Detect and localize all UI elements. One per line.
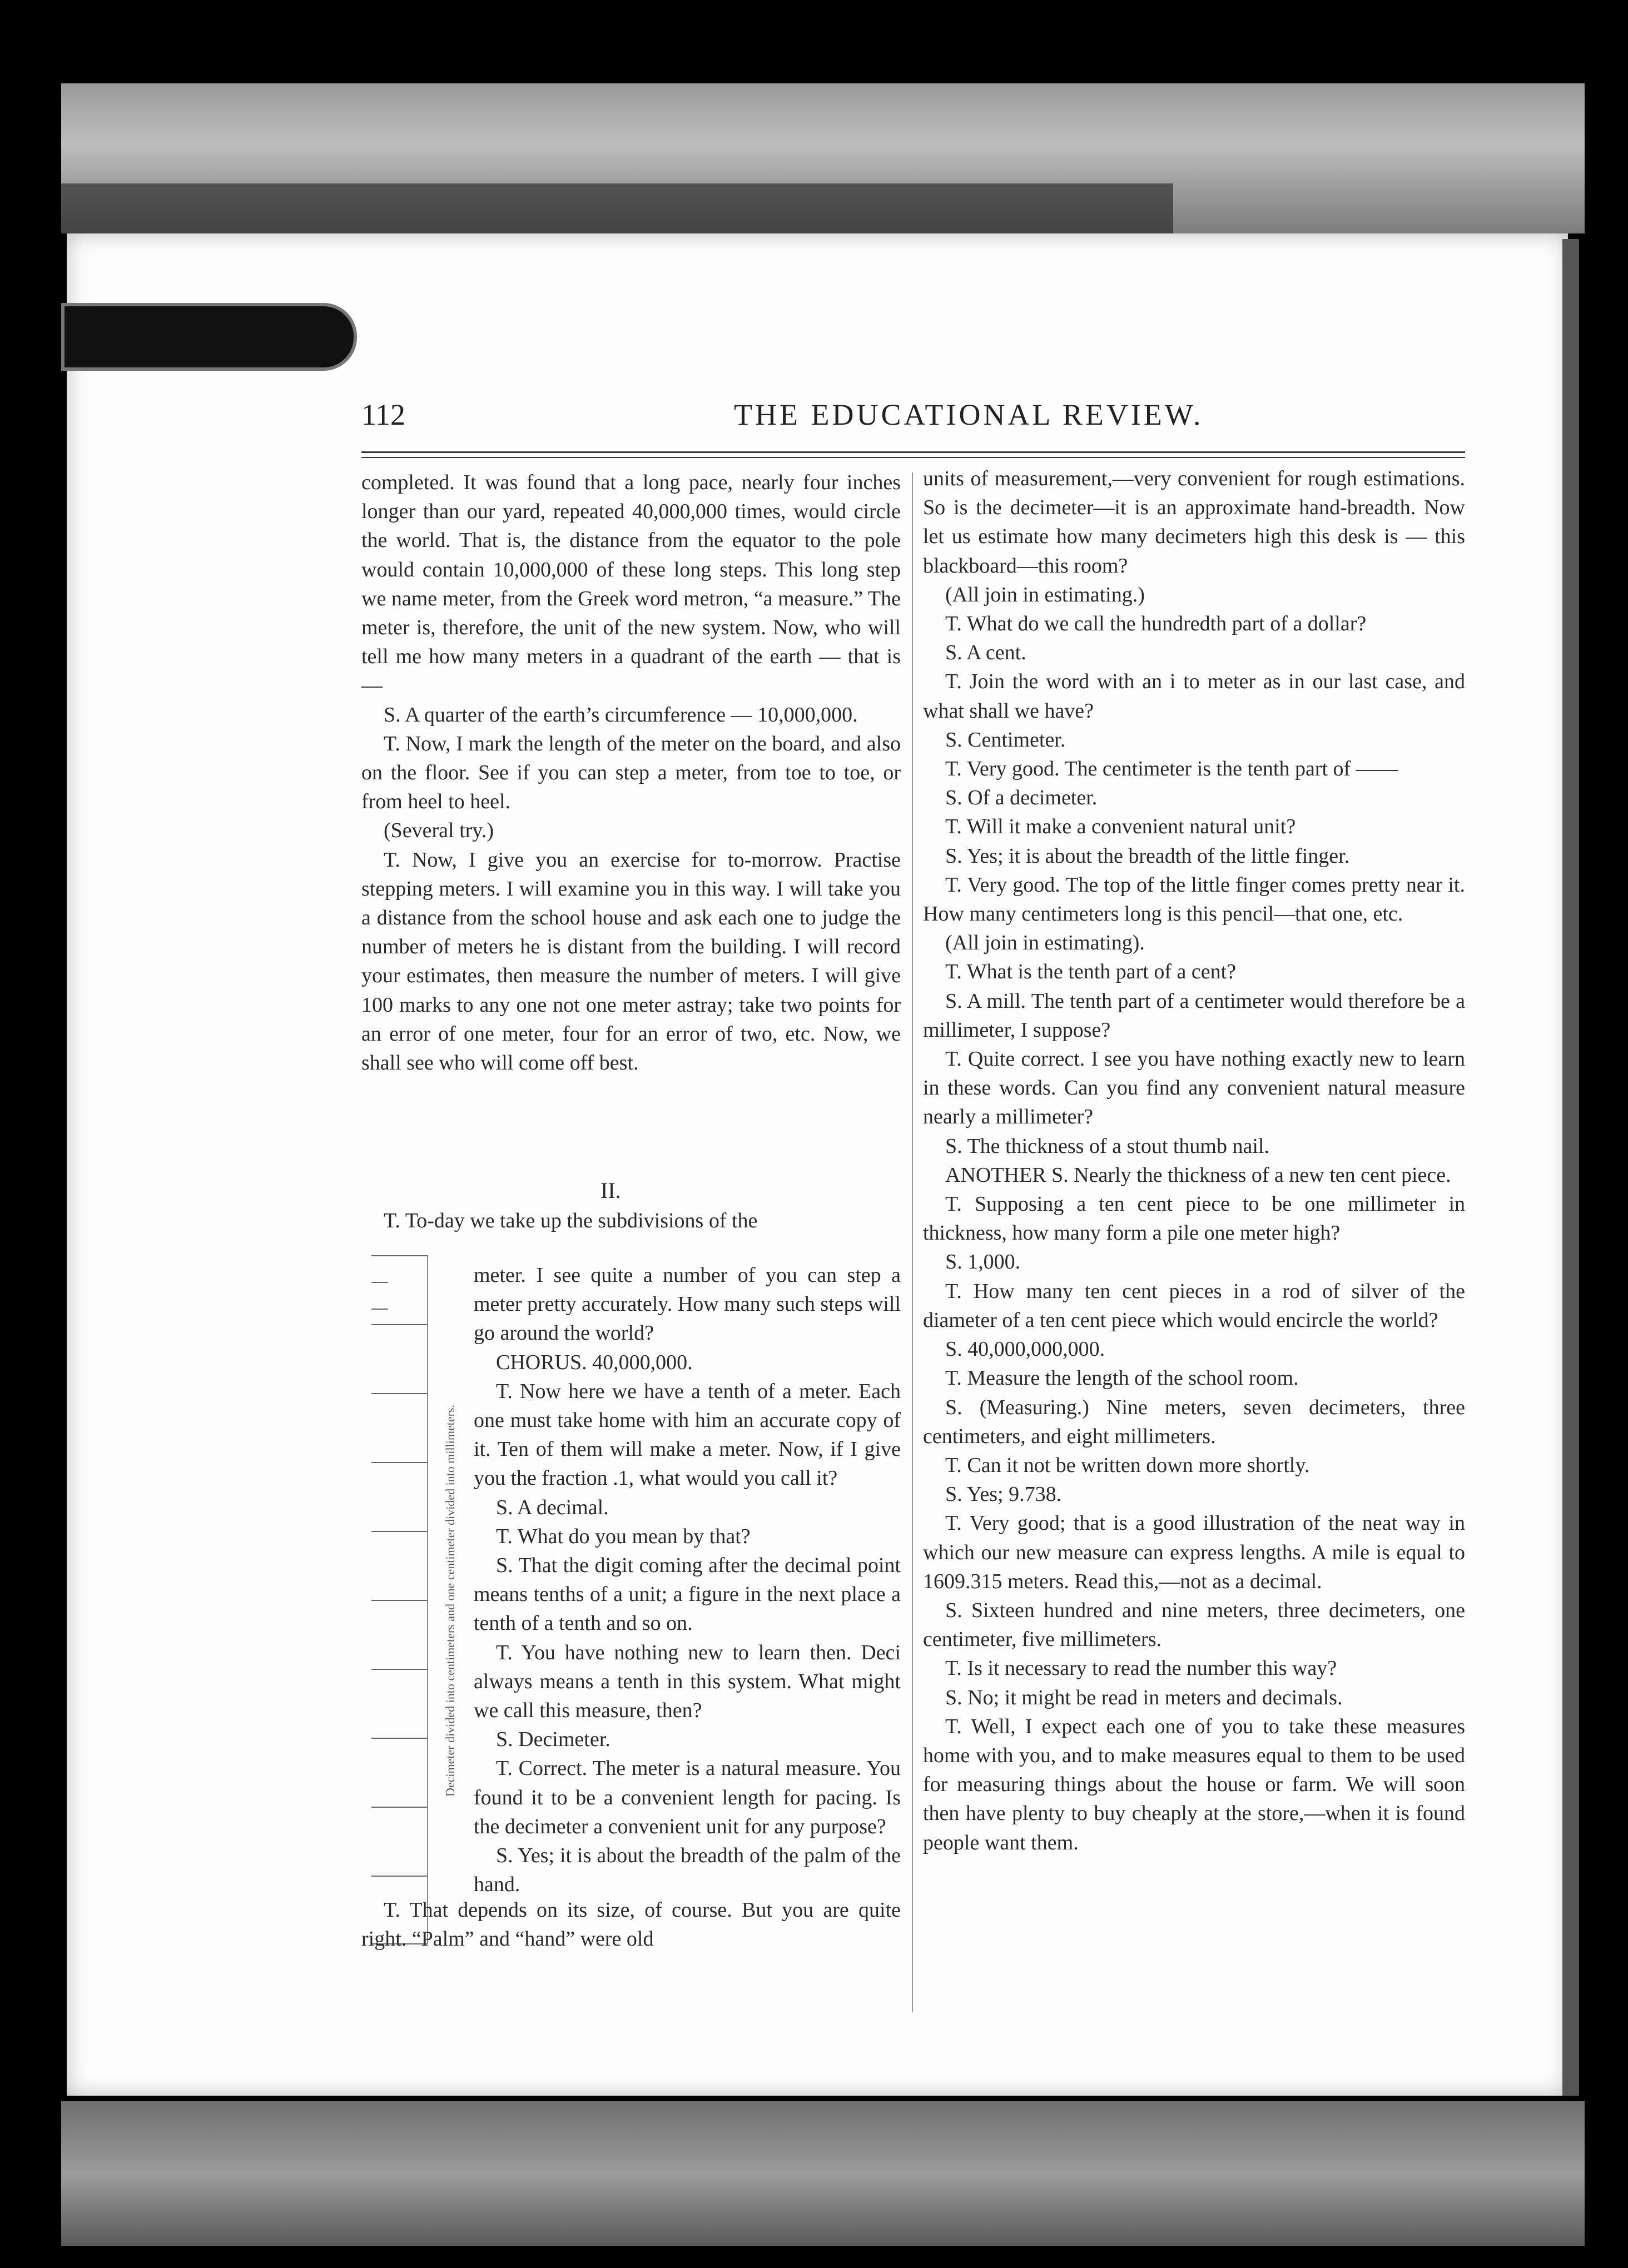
ruler-tick (371, 1807, 427, 1808)
paragraph: T. What is the tenth part of a cent? (945, 960, 1237, 984)
paragraph: S. That the digit coming after the decimal point means tenths of a unit; a figure in the next place a tenth of a tenth and so on. (474, 1554, 901, 1635)
paragraph: S. The thickness of a stout thumb nail. (945, 1134, 1269, 1158)
page-number: 112 (361, 398, 405, 431)
scan-shadow (61, 183, 1173, 233)
paragraph: T. How many ten cent pieces in a rod of silver of the diameter of a ten cent piece which would encircle the world? (923, 1279, 1465, 1332)
page-header (361, 397, 1473, 447)
paragraph: T. Can it not be written down more shortly. (945, 1453, 1310, 1477)
paragraph: T. Now here we have a tenth of a meter. Each one must take home with him an accurate copy of it. Ten of them will make a meter. Now, if I give you the fraction .1, what would you call it? (474, 1379, 901, 1490)
paragraph: meter. I see quite a number of you can step a meter pretty accurately. How many such steps will go around the world? (474, 1264, 901, 1345)
paragraph: T. Quite correct. I see you have nothing exactly new to learn in these words. Can you find any convenient natural measure nearly a millimeter? (923, 1047, 1465, 1129)
ruler-tick (371, 1309, 388, 1310)
column-divider (912, 472, 913, 2012)
paragraph: S. Centimeter. (945, 728, 1066, 752)
ruler-tick (371, 1738, 427, 1739)
left-inset-column (474, 1261, 901, 1899)
left-lower-first (361, 1206, 901, 1235)
paragraph: S. A cent. (945, 641, 1026, 665)
paragraph: (All join in estimating). (945, 931, 1145, 955)
paragraph: T. Very good. The centimeter is the tenth part of —— (945, 757, 1398, 781)
paragraph: T. Very good. The top of the little finger comes pretty near it. How many centimeters long is this pencil—that one, etc. (923, 873, 1465, 926)
paragraph: S. Yes; 9.738. (945, 1483, 1062, 1506)
header-rule (361, 451, 1465, 453)
paragraph: S. Of a decimeter. (945, 786, 1098, 810)
right-column (923, 464, 1465, 1857)
paragraph: S. Yes; it is about the breadth of the palm of the hand. (474, 1844, 901, 1897)
page-edge (1562, 239, 1579, 2096)
section-heading: II. (600, 1178, 621, 1203)
paragraph: (All join in estimating.) (945, 583, 1145, 606)
binder-clip (61, 303, 357, 371)
ruler-tick (371, 1282, 388, 1283)
paragraph: (Several try.) (384, 819, 494, 843)
paragraph: T. What do we call the hundredth part of a dollar? (945, 612, 1367, 636)
paragraph: T. Is it necessary to read the number this way? (945, 1657, 1337, 1680)
paragraph: T. Measure the length of the school room. (945, 1366, 1299, 1390)
paragraph: T. Supposing a ten cent piece to be one millimeter in thickness, how many form a pile one meter high? (923, 1192, 1465, 1245)
left-bottom-paragraph (361, 1896, 901, 1953)
paragraph: S. Yes; it is about the breadth of the little finger. (945, 844, 1350, 868)
paragraph: S. No; it might be read in meters and decimals. (945, 1685, 1343, 1709)
paragraph: S. A decimal. (496, 1495, 609, 1519)
paragraph: S. A quarter of the earth’s circumference — 10,000,000. (384, 703, 858, 727)
ruler-tick (371, 1531, 427, 1532)
paragraph: CHORUS. 40,000,000. (496, 1350, 693, 1374)
paragraph: T. What do you mean by that? (496, 1524, 751, 1548)
paragraph: units of measurement,—very convenient for rough estimations. So is the decimeter—it is an approximate hand-breadth. Now let us estimate how many decimeters high this desk is — this blackboard—this room? (923, 467, 1465, 578)
decimeter-ruler (371, 1255, 455, 1944)
journal-title: THE EDUCATIONAL REVIEW. (734, 398, 1204, 431)
ruler-tick (371, 1669, 427, 1670)
paragraph: T. Now, I give you an exercise for to-morrow. Practise stepping meters. I will examine you in this way. I will take you a distance from the school house and ask each one to judge the number of meters he is distant from the building. I will record your estimates, then measure the number of meters. I will give 100 marks to any one not one meter astray; take two points for an error of one meter, four for an error of two, etc. Now, we shall see who will come off best. (361, 848, 901, 1075)
paragraph: T. To-day we take up the subdivisions of the (384, 1209, 758, 1232)
paragraph: T. Correct. The meter is a natural measure. You found it to be a convenient length for pacing. Is the decimeter a convenient unit for any purpose? (474, 1757, 901, 1838)
ruler-tick (371, 1393, 427, 1394)
paragraph: S. 40,000,000,000. (945, 1337, 1105, 1361)
paragraph: S. 1,000. (945, 1250, 1021, 1274)
ruler-tick (371, 1876, 427, 1877)
paragraph: T. Will it make a convenient natural unit? (945, 815, 1296, 839)
ruler-tick (371, 1462, 427, 1463)
paragraph: T. That depends on its size, of course. But you are quite right. “Palm” and “hand” were old (361, 1898, 901, 1951)
paragraph: T. Very good; that is a good illustration of the neat way in which our new measure can express lengths. A mile is equal to 1609.315 meters. Read this,—not as a decimal. (923, 1511, 1465, 1593)
paragraph: S. (Measuring.) Nine meters, seven decimeters, three centimeters, and eight millimeters. (923, 1395, 1465, 1448)
left-column (361, 468, 901, 1077)
ruler-tick (371, 1600, 427, 1601)
paragraph: completed. It was found that a long pace, nearly four inches longer than our yard, repeated 40,000,000 times, would circle the world. That is, the distance from the equator to the pole would contain 10,000,000 of these long steps. This long step we name meter, from the Greek word metron, “a measure.” The meter is, therefore, the unit of the new system. Now, who will tell me how many meters in a quadrant of the earth — that is — (361, 471, 901, 698)
ruler-edge (427, 1255, 428, 1944)
header-rule-thin (361, 457, 1465, 458)
ruler-caption: Decimeter divided into centimeters and one centimeter divided into millimeters. (443, 1405, 457, 1797)
paragraph: S. Decimeter. (496, 1728, 610, 1752)
paragraph: T. Join the word with an i to meter as in our last case, and what shall we have? (923, 670, 1465, 723)
paragraph: ANOTHER S. Nearly the thickness of a new ten cent piece. (945, 1163, 1451, 1187)
ruler-tick (371, 1255, 427, 1256)
ruler-tick (371, 1324, 427, 1325)
paragraph: T. You have nothing new to learn then. Deci always means a tenth in this system. What might we call this measure, then? (474, 1640, 901, 1723)
scan-bottom-border (61, 2101, 1585, 2246)
paragraph: S. A mill. The tenth part of a centimeter would therefore be a millimeter, I suppose? (923, 989, 1465, 1042)
paragraph: S. Sixteen hundred and nine meters, three decimeters, one centimeter, five millimeters. (923, 1598, 1465, 1652)
paragraph: T. Well, I expect each one of you to take these measures home with you, and to make measures equal to them to be used for measuring things about the house or farm. We will soon then have plenty to buy cheaply at the store,—when it is found people want them. (923, 1714, 1465, 1854)
paragraph: T. Now, I mark the length of the meter on the board, and also on the floor. See if you can step a meter, from toe to toe, or from heel to heel. (361, 732, 901, 814)
